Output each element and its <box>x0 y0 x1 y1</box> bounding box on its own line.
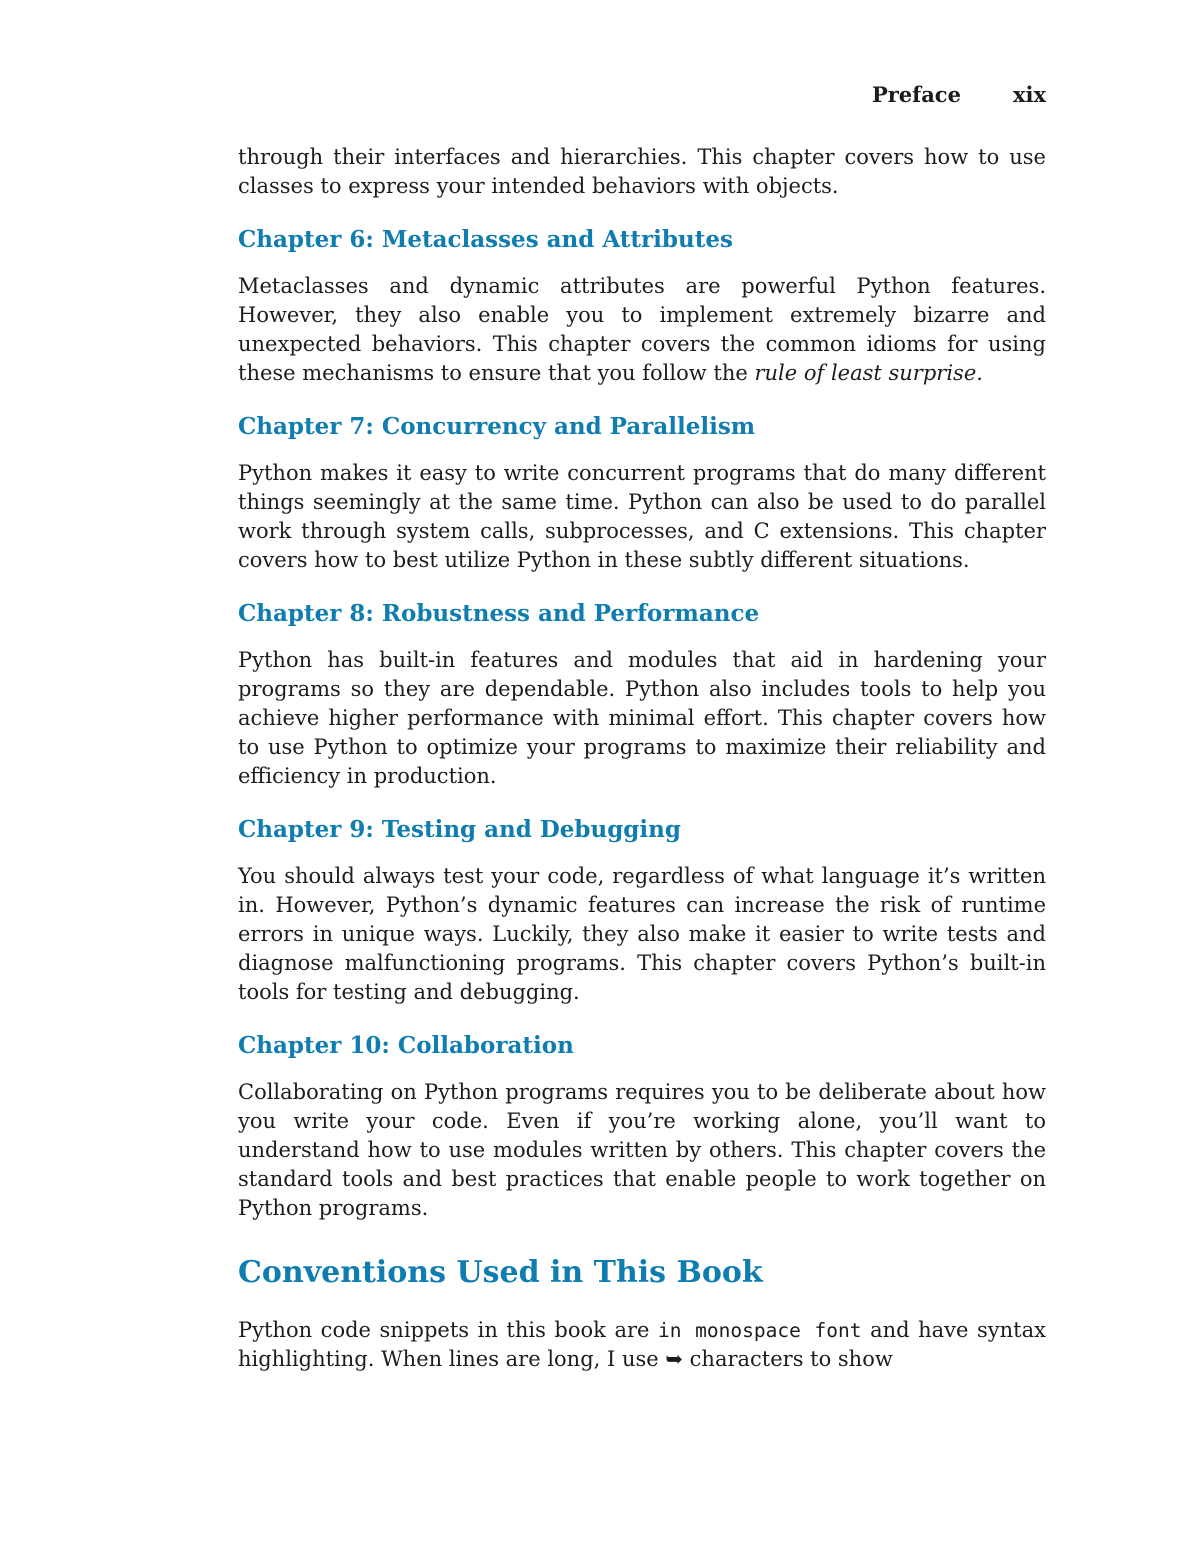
chapter-8-paragraph <box>238 646 1046 791</box>
text-segment-italic: rule of least surprise. <box>754 361 983 385</box>
text-segment-normal: Python has built-in features and modules that aid in hardening your programs so they are dependable. Python also includes tools to help you achieve higher performance with minimal effort. This chapter covers how to use Python to optimize your programs to maximize their reliability and efficiency in production. <box>238 648 1046 788</box>
conventions-paragraph <box>238 1316 1046 1374</box>
chapter-6-paragraph <box>238 272 1046 388</box>
conventions-heading: Conventions Used in This Book <box>238 1255 763 1290</box>
text-segment-mono: in monospace font <box>658 1319 862 1342</box>
chapter-10-heading: Chapter 10: Collaboration <box>238 1032 574 1059</box>
text-segment-arrow: ➥ <box>665 1347 683 1371</box>
chapter-10-paragraph <box>238 1078 1046 1223</box>
chapter-7-paragraph <box>238 459 1046 575</box>
text-segment-normal: and have syntax highlighting. When lines are long, I use <box>238 1318 1046 1371</box>
chapter-10-section <box>238 1033 1046 1223</box>
chapter-6-heading: Chapter 6: Metaclasses and Attributes <box>238 226 733 253</box>
running-header-section-title: Preface <box>871 82 961 107</box>
text-segment-normal: Python code snippets in this book are <box>238 1318 658 1342</box>
running-header <box>238 84 1046 106</box>
text-segment-normal: Metaclasses and dynamic attributes are powerful Python features. However, they also enable you to implement extremely bizarre and unexpected behaviors. This chapter covers the common idioms for using these mechanisms to ensure that you follow the <box>238 274 1046 385</box>
chapter-9-heading: Chapter 9: Testing and Debugging <box>238 816 681 843</box>
intro-paragraph: through their interfaces and hierarchies. This chapter covers how to use classes to express your intended behaviors with objects. <box>238 145 1046 198</box>
chapter-9-section <box>238 817 1046 1007</box>
chapter-7-section <box>238 414 1046 575</box>
chapter-8-heading: Chapter 8: Robustness and Performance <box>238 600 760 627</box>
text-segment-normal: Collaborating on Python programs requires you to be deliberate about how you write your code. Even if you’re working alone, you’ll want to understand how to use modules written by others. This chapter covers the standard tools and best practices that enable people to work together on Python programs. <box>238 1080 1046 1220</box>
text-segment-normal: You should always test your code, regardless of what language it’s written in. However, Python’s dynamic features can increase the risk of runtime errors in unique ways. Luckily, they also make it easier to write tests and diagnose malfunctioning programs. This chapter covers Python’s built-in tools for testing and debugging. <box>238 864 1046 1004</box>
chapter-9-paragraph <box>238 862 1046 1007</box>
text-segment-normal: Python makes it easy to write concurrent programs that do many different things seemingly at the same time. Python can also be used to do parallel work through system calls, subprocesses, and C extensions. This chapter covers how to best utilize Python in these subtly different situations. <box>238 461 1046 572</box>
chapter-8-section <box>238 601 1046 791</box>
text-segment-normal: characters to show <box>682 1347 893 1371</box>
chapter-6-section <box>238 227 1046 388</box>
running-header-page-number: xix <box>1012 82 1046 107</box>
chapter-7-heading: Chapter 7: Concurrency and Parallelism <box>238 413 756 440</box>
